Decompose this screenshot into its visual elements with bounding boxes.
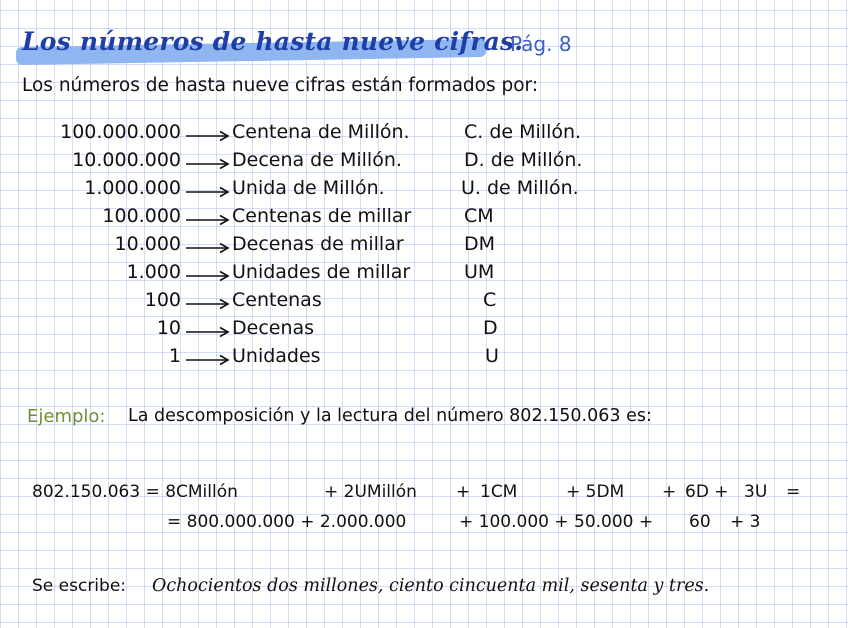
place-value-name: Centenas de millar	[232, 205, 412, 227]
place-value-name: Unidades	[232, 345, 321, 367]
place-value-abbreviation: C	[483, 289, 497, 311]
place-value-number: 100.000.000	[60, 121, 181, 143]
place-value-number: 10	[156, 317, 181, 339]
place-value-abbreviation: U	[485, 345, 499, 367]
place-value-number: 1.000	[126, 261, 181, 283]
place-value-row	[0, 261, 848, 289]
place-value-name: Decenas de millar	[232, 233, 404, 255]
eq2-part: = 800.000.000 + 2.000.000	[167, 512, 407, 532]
right-arrow-icon	[185, 298, 230, 310]
place-value-row	[0, 345, 848, 373]
place-value-name: Centena de Millón.	[232, 121, 410, 143]
page-title: Los números de hasta nueve cifras.	[22, 27, 524, 56]
place-value-number: 1.000.000	[84, 177, 181, 199]
place-value-row	[0, 177, 848, 205]
place-value-abbreviation: UM	[464, 261, 495, 283]
eq1-part: +	[456, 482, 471, 502]
place-value-abbreviation: D. de Millón.	[464, 149, 583, 171]
place-value-number: 100	[144, 289, 181, 311]
decomposition-line-2	[0, 512, 848, 536]
eq2-part: + 100.000 + 50.000 +	[459, 512, 654, 532]
place-value-row	[0, 317, 848, 345]
eq2-part: 60	[689, 512, 711, 532]
eq1-part: 3U	[744, 482, 768, 502]
example-label: Ejemplo:	[27, 406, 106, 427]
place-value-name: Decenas	[232, 317, 315, 339]
eq1-part: 1CM	[480, 482, 518, 502]
eq2-part: + 3	[730, 512, 761, 532]
place-value-name: Unidades de millar	[232, 261, 411, 283]
right-arrow-icon	[185, 326, 230, 338]
written-text: Ochocientos dos millones, ciento cincuenta mil, sesenta y tres.	[152, 576, 710, 596]
right-arrow-icon	[185, 158, 230, 170]
example-text: La descomposición y la lectura del número 802.150.063 es:	[128, 406, 652, 426]
right-arrow-icon	[185, 130, 230, 142]
place-value-number: 10.000	[114, 233, 181, 255]
place-value-abbreviation: DM	[464, 233, 496, 255]
place-value-number: 100.000	[102, 205, 181, 227]
place-value-abbreviation: D	[483, 317, 498, 339]
place-value-name: Centenas	[232, 289, 322, 311]
place-value-name: Unida de Millón.	[232, 177, 385, 199]
eq1-part: + 2UMillón	[324, 482, 417, 502]
right-arrow-icon	[185, 186, 230, 198]
eq1-part: 6D +	[685, 482, 729, 502]
place-value-row	[0, 289, 848, 317]
eq1-part: =	[786, 482, 801, 502]
decomposition-line-1	[0, 482, 848, 506]
right-arrow-icon	[185, 354, 230, 366]
intro-text: Los números de hasta nueve cifras están formados por:	[22, 75, 539, 96]
page-reference: Pág. 8	[510, 32, 572, 56]
place-value-number: 1	[168, 345, 181, 367]
eq1-part: + 5DM	[566, 482, 625, 502]
right-arrow-icon	[185, 270, 230, 282]
place-value-abbreviation: U. de Millón.	[461, 177, 579, 199]
place-value-number: 10.000.000	[72, 149, 181, 171]
place-value-abbreviation: CM	[464, 205, 494, 227]
right-arrow-icon	[185, 242, 230, 254]
eq1-part: 802.150.063 = 8CMillón	[32, 482, 238, 502]
place-value-row	[0, 205, 848, 233]
place-value-row	[0, 149, 848, 177]
title-block	[22, 27, 523, 56]
right-arrow-icon	[185, 214, 230, 226]
place-value-row	[0, 121, 848, 149]
eq1-part: +	[662, 482, 677, 502]
place-value-row	[0, 233, 848, 261]
place-value-abbreviation: C. de Millón.	[464, 121, 582, 143]
place-value-name: Decena de Millón.	[232, 149, 402, 171]
written-label: Se escribe:	[32, 576, 127, 596]
